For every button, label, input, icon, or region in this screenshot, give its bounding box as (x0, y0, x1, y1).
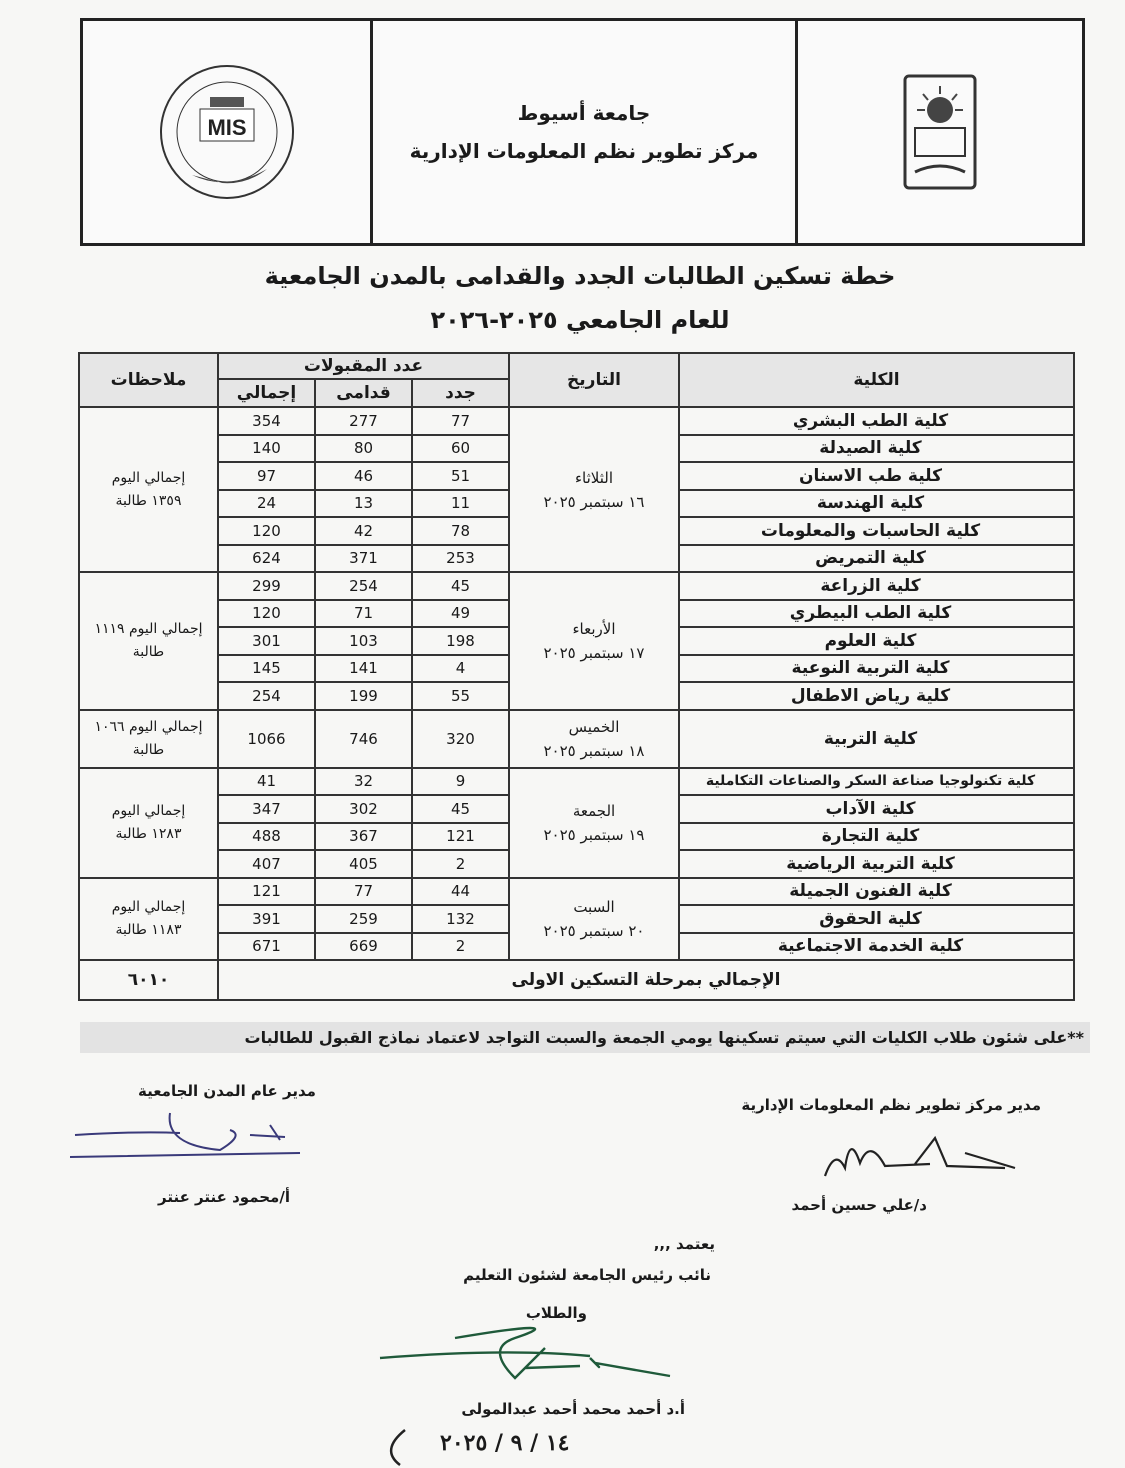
day-date: ١٨ سبتمبر ٢٠٢٥ (543, 741, 645, 760)
old-count: 259 (315, 905, 412, 933)
new-count: 121 (412, 823, 509, 851)
note-line: إجمالي اليوم (111, 899, 186, 916)
table-row (79, 768, 1074, 796)
old-count: 77 (315, 878, 412, 906)
note-line: ١١٨٣ طالبة (115, 921, 182, 938)
day-total-note (79, 768, 218, 878)
vp-title-line1: نائب رئيس الجامعة لشئون التعليم (463, 1266, 711, 1284)
new-count: 4 (412, 655, 509, 683)
university-logo-cell (798, 21, 1082, 243)
right-signatory-name: د/علي حسين أحمد (791, 1196, 927, 1214)
note-line: طالبة (132, 643, 165, 660)
college-name: كلية الحاسبات والمعلومات (679, 517, 1074, 545)
total-count: 299 (218, 572, 315, 600)
header-total: إجمالي (218, 379, 315, 407)
new-count: 49 (412, 600, 509, 628)
total-count: 121 (218, 878, 315, 906)
day-total-note (79, 572, 218, 710)
header-old: قدامى (315, 379, 412, 407)
total-count: 301 (218, 627, 315, 655)
right-signatory-title: مدير مركز تطوير نظم المعلومات الإدارية (741, 1096, 1041, 1114)
old-count: 277 (315, 407, 412, 435)
old-count: 405 (315, 850, 412, 878)
new-count: 2 (412, 850, 509, 878)
old-count: 302 (315, 795, 412, 823)
note-line: إجمالي اليوم (111, 803, 186, 820)
new-count: 9 (412, 768, 509, 796)
college-name: كلية الخدمة الاجتماعية (679, 933, 1074, 961)
day-total-note (79, 710, 218, 768)
total-count: 140 (218, 435, 315, 463)
college-name: كلية طب الاسنان (679, 462, 1074, 490)
new-count: 2 (412, 933, 509, 961)
college-name: كلية الطب البيطري (679, 600, 1074, 628)
new-count: 51 (412, 462, 509, 490)
old-count: 46 (315, 462, 412, 490)
grand-total-row (79, 960, 1074, 1000)
vp-title-line2: والطلاب (525, 1304, 587, 1322)
college-name: كلية الآداب (679, 795, 1074, 823)
day-total-note (79, 407, 218, 572)
new-count: 77 (412, 407, 509, 435)
total-count: 391 (218, 905, 315, 933)
old-count: 13 (315, 490, 412, 518)
old-count: 199 (315, 682, 412, 710)
header-college: الكلية (679, 353, 1074, 407)
new-count: 44 (412, 878, 509, 906)
note-line: طالبة (132, 741, 165, 758)
day-date: ١٦ سبتمبر ٢٠٢٥ (543, 492, 645, 511)
new-count: 78 (412, 517, 509, 545)
new-count: 11 (412, 490, 509, 518)
college-name: كلية الهندسة (679, 490, 1074, 518)
new-count: 132 (412, 905, 509, 933)
table-row (79, 710, 1074, 768)
table-row (79, 878, 1074, 906)
day-date: ١٩ سبتمبر ٢٠٢٥ (543, 825, 645, 844)
date-cell (509, 768, 679, 878)
day-date: ١٧ سبتمبر ٢٠٢٥ (543, 643, 645, 662)
college-name: كلية التربية النوعية (679, 655, 1074, 683)
old-count: 669 (315, 933, 412, 961)
old-count: 371 (315, 545, 412, 573)
old-count: 254 (315, 572, 412, 600)
date-cell (509, 710, 679, 768)
college-name: كلية الطب البشري (679, 407, 1074, 435)
new-count: 60 (412, 435, 509, 463)
header-new: جدد (412, 379, 509, 407)
total-count: 120 (218, 517, 315, 545)
old-count: 32 (315, 768, 412, 796)
day-date: ٢٠ سبتمبر ٢٠٢٥ (543, 921, 645, 940)
college-name: كلية التجارة (679, 823, 1074, 851)
college-name: كلية رياض الاطفال (679, 682, 1074, 710)
college-name: كلية التربية الرياضية (679, 850, 1074, 878)
old-count: 141 (315, 655, 412, 683)
vp-signature (375, 1318, 685, 1398)
total-count: 41 (218, 768, 315, 796)
document-title: خطة تسكين الطالبات الجدد والقدامى بالمدن الجامعية (264, 262, 896, 290)
university-logo (901, 72, 979, 192)
left-signatory-title: مدير عام المدن الجامعية (138, 1082, 316, 1100)
total-count: 97 (218, 462, 315, 490)
college-name: كلية الحقوق (679, 905, 1074, 933)
housing-plan-table (80, 352, 1075, 1001)
college-name: كلية تكنولوجيا صناعة السكر والصناعات التكاملية (679, 768, 1074, 796)
day-name: الجمعة (572, 801, 616, 820)
day-name: السبت (573, 897, 615, 916)
vp-name: أ.د أحمد محمد أحمد عبدالمولى (461, 1400, 685, 1418)
total-count: 24 (218, 490, 315, 518)
total-count: 407 (218, 850, 315, 878)
header-text-cell (373, 21, 798, 243)
total-count: 671 (218, 933, 315, 961)
total-count: 120 (218, 600, 315, 628)
grand-total-value: ٦٠١٠ (79, 960, 218, 1000)
new-count: 45 (412, 572, 509, 600)
college-name: كلية التربية (679, 710, 1074, 768)
note-line: ١٢٨٣ طالبة (115, 825, 182, 842)
old-count: 42 (315, 517, 412, 545)
document-subtitle: للعام الجامعي ٢٠٢٥-٢٠٢٦ (430, 306, 730, 334)
college-name: كلية التمريض (679, 545, 1074, 573)
new-count: 55 (412, 682, 509, 710)
day-name: الثلاثاء (574, 468, 613, 487)
center-name: مركز تطوير نظم المعلومات الإدارية (409, 139, 759, 163)
university-name: جامعة أسيوط (517, 101, 651, 125)
note-line: إجمالي اليوم ١٠٦٦ (94, 719, 203, 736)
college-name: كلية الزراعة (679, 572, 1074, 600)
total-count: 354 (218, 407, 315, 435)
svg-text:MIS: MIS (206, 115, 247, 140)
college-name: كلية العلوم (679, 627, 1074, 655)
note-line: إجمالي اليوم (111, 470, 186, 487)
mis-logo-cell (83, 21, 373, 243)
approval-label: يعتمد ,,, (653, 1235, 715, 1253)
date-cell (509, 407, 679, 572)
grand-total-label: الإجمالي بمرحلة التسكين الاولى (218, 960, 1074, 1000)
new-count: 320 (412, 710, 509, 768)
footnote: **على شئون طلاب الكليات التي سيتم تسكينها يومي الجمعة والسبت التواجد لاعتماد نماذج القبول للطالبات (80, 1022, 1090, 1053)
old-count: 80 (315, 435, 412, 463)
total-count: 624 (218, 545, 315, 573)
date-cell (509, 572, 679, 710)
old-count: 746 (315, 710, 412, 768)
day-name: الأربعاء (572, 619, 616, 638)
total-count: 347 (218, 795, 315, 823)
header-admitted: عدد المقبولات (218, 353, 509, 379)
new-count: 198 (412, 627, 509, 655)
old-count: 367 (315, 823, 412, 851)
total-count: 145 (218, 655, 315, 683)
header-notes: ملاحظات (79, 353, 218, 407)
letterhead (80, 18, 1085, 246)
new-count: 253 (412, 545, 509, 573)
right-signature (815, 1128, 1020, 1190)
total-count: 254 (218, 682, 315, 710)
table-row (79, 572, 1074, 600)
day-name: الخميس (568, 717, 620, 736)
total-count: 1066 (218, 710, 315, 768)
new-count: 45 (412, 795, 509, 823)
left-signatory-name: أ/محمود عنتر عنتر (158, 1188, 290, 1206)
handwritten-date: ١٤ / ٩ / ٢٠٢٥ (440, 1430, 570, 1456)
college-name: كلية الفنون الجميلة (679, 878, 1074, 906)
note-line: إجمالي اليوم ١١١٩ (94, 621, 203, 638)
college-name: كلية الصيدلة (679, 435, 1074, 463)
date-cell (509, 878, 679, 961)
table-row (79, 407, 1074, 435)
note-line: ١٣٥٩ طالبة (115, 492, 182, 509)
left-signature (70, 1105, 310, 1185)
header-date: التاريخ (509, 353, 679, 407)
old-count: 71 (315, 600, 412, 628)
total-count: 488 (218, 823, 315, 851)
mis-logo (152, 57, 302, 207)
day-total-note (79, 878, 218, 961)
old-count: 103 (315, 627, 412, 655)
